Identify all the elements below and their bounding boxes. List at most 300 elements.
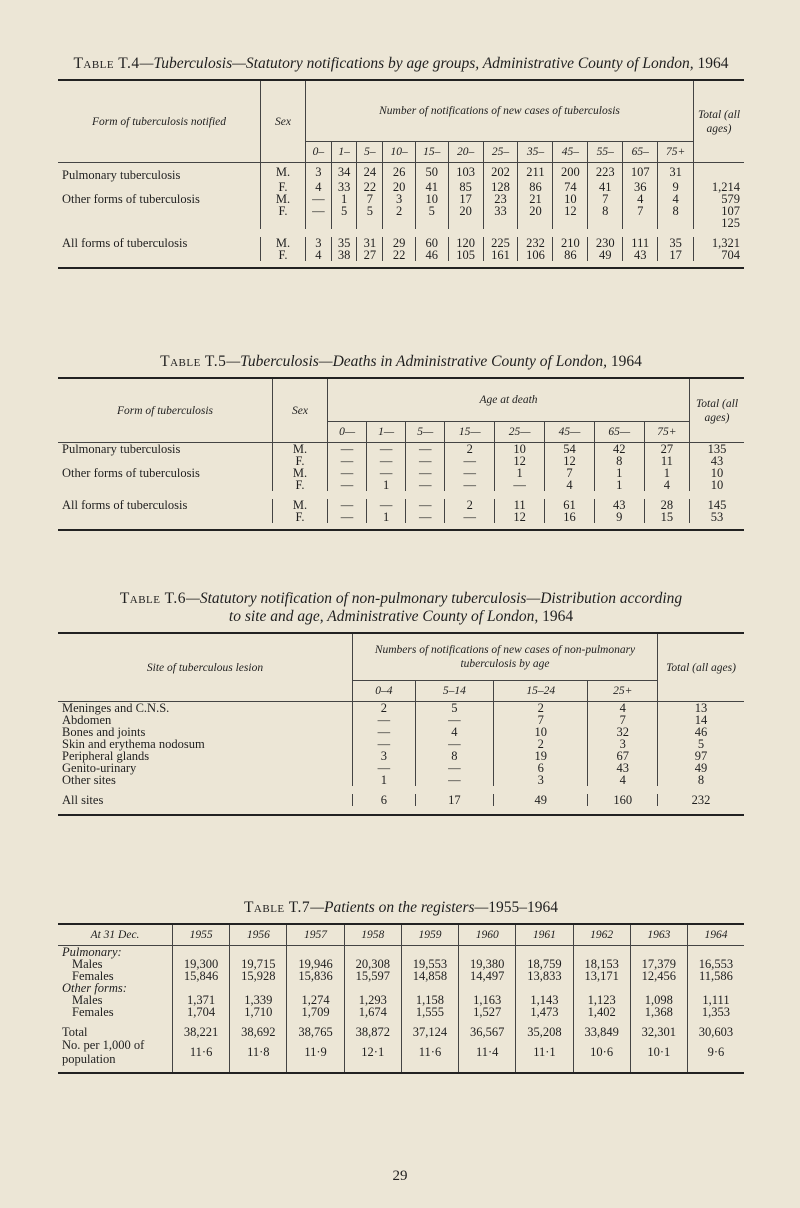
table-cell: 54	[545, 443, 595, 456]
table-cell: 1	[367, 511, 406, 523]
table-cell: 230	[588, 237, 623, 249]
table-cell: 8	[588, 205, 623, 217]
table-cell: 43	[594, 499, 644, 511]
table-cell: 120	[448, 237, 483, 249]
t6-age-header: 25+	[588, 681, 658, 702]
row-sex: M.	[261, 193, 306, 205]
table-cell: 12	[545, 455, 595, 467]
table-cell: 38,221	[173, 1026, 230, 1038]
row-sex: F.	[273, 455, 328, 467]
table-cell: 8	[415, 750, 493, 762]
table-cell: 1,527	[459, 1006, 516, 1018]
table-cell: —	[415, 774, 493, 786]
table-cell: 3	[353, 750, 416, 762]
table-cell: 1,704	[173, 1006, 230, 1018]
table-cell: 50	[415, 163, 448, 182]
table-cell: 106	[518, 249, 553, 261]
table-t7-section	[58, 898, 744, 1074]
table-t6-section	[58, 590, 744, 816]
t4-age-header: 5–	[357, 142, 383, 163]
table-cell: 10·6	[573, 1038, 630, 1066]
t5-header-total: Total (all ages)	[690, 378, 745, 443]
table-cell: 3	[306, 237, 332, 249]
table-cell: 12	[495, 511, 545, 523]
table-cell: 4	[306, 249, 332, 261]
row-label: Pulmonary tuberculosis	[62, 442, 181, 456]
t4-age-header: 10–	[383, 142, 416, 163]
table-cell: —	[406, 479, 445, 491]
table-row	[58, 970, 744, 982]
table-row	[58, 443, 744, 456]
table-cell: 1	[594, 479, 644, 491]
table-cell: 17	[448, 193, 483, 205]
row-label: All forms of tuberculosis	[62, 236, 188, 250]
table-cell: —	[328, 467, 367, 479]
table-cell: 11·1	[516, 1038, 573, 1066]
table-cell: 37,124	[401, 1026, 458, 1038]
table-cell: 200	[553, 163, 588, 182]
table-cell: 4	[415, 726, 493, 738]
table-cell: —	[306, 193, 332, 205]
table-cell: 20	[448, 205, 483, 217]
row-sex: F.	[261, 205, 306, 217]
row-label: Total	[62, 1025, 88, 1039]
table-cell: 2	[494, 702, 588, 715]
t5-age-header: 65—	[594, 422, 644, 443]
t6-age-header: 15–24	[494, 681, 588, 702]
row-label: Bones and joints	[62, 725, 146, 739]
table-cell: —	[328, 479, 367, 491]
table-cell: 12	[495, 455, 545, 467]
table-cell: 18,153	[573, 958, 630, 970]
table-cell: 29	[383, 237, 416, 249]
table-cell: 36	[623, 181, 658, 193]
table-cell: —	[353, 714, 416, 726]
table-cell: 4	[644, 479, 689, 491]
section-row	[58, 982, 744, 994]
table-cell: 20	[383, 181, 416, 193]
table-cell: 5	[415, 702, 493, 715]
table-cell: 4	[306, 181, 332, 193]
table-cell: 1,293	[344, 994, 401, 1006]
row-total: 704	[694, 249, 745, 261]
t6-header-group: Numbers of notifications of new cases of non-pulmonary tuberculosis by age	[353, 633, 658, 681]
row-sex: M.	[273, 467, 328, 479]
table-cell: 1,709	[287, 1006, 344, 1018]
table-cell: —	[445, 479, 495, 491]
table-cell: 1,710	[230, 1006, 287, 1018]
table-cell: 15,836	[287, 970, 344, 982]
t5-header-group: Age at death	[328, 378, 690, 422]
table-cell: 22	[357, 181, 383, 193]
row-total: 125	[694, 217, 745, 229]
table-cell: 1	[331, 193, 357, 205]
table-cell: 35	[658, 237, 694, 249]
row-label: Other forms of tuberculosis	[62, 192, 200, 206]
table-cell: 19,300	[173, 958, 230, 970]
table-cell: —	[367, 467, 406, 479]
table-cell: 31	[357, 237, 383, 249]
t7-year-header: 1957	[287, 924, 344, 946]
t6-header-site: Site of tuberculous lesion	[58, 633, 353, 702]
row-total: 10	[690, 479, 745, 491]
table-cell: 4	[588, 774, 658, 786]
table-cell: —	[415, 762, 493, 774]
table-cell: 1,111	[687, 994, 744, 1006]
row-total: 135	[690, 443, 745, 456]
row-sex	[261, 217, 306, 229]
row-total: 8	[658, 774, 745, 786]
row-label: Peripheral glands	[62, 749, 150, 763]
t5-age-header: 25—	[495, 422, 545, 443]
t4-age-header: 1–	[331, 142, 357, 163]
t4-age-header: 15–	[415, 142, 448, 163]
table-cell: 11·6	[173, 1038, 230, 1066]
row-label	[58, 479, 273, 491]
table-cell: 27	[357, 249, 383, 261]
row-total: 14	[658, 714, 745, 726]
table-cell	[357, 217, 383, 229]
table-cell: 1	[353, 774, 416, 786]
table-cell: 3	[306, 163, 332, 182]
table-cell: 210	[553, 237, 588, 249]
table-cell: 49	[494, 794, 588, 806]
table-cell: 7	[545, 467, 595, 479]
table-cell: 10	[494, 726, 588, 738]
table-row	[58, 994, 744, 1006]
table-t5-section	[58, 352, 744, 531]
table-cell: —	[328, 455, 367, 467]
table-cell: 38,765	[287, 1026, 344, 1038]
table-cell: 15	[644, 511, 689, 523]
table-cell: 11	[495, 499, 545, 511]
table-cell: —	[328, 443, 367, 456]
table-cell: 41	[588, 181, 623, 193]
row-label: All sites	[62, 793, 104, 807]
table-row	[58, 1038, 744, 1066]
table-cell: —	[445, 467, 495, 479]
table-cell	[658, 217, 694, 229]
table-cell: —	[367, 499, 406, 511]
table-cell: 43	[588, 762, 658, 774]
table-cell: 22	[383, 249, 416, 261]
table-cell: 1,555	[401, 1006, 458, 1018]
row-total: 579	[694, 193, 745, 205]
table-cell	[448, 217, 483, 229]
table-cell: 1,163	[459, 994, 516, 1006]
table-row	[58, 205, 744, 217]
row-total: 5	[658, 738, 745, 750]
row-total: 1,214	[694, 181, 745, 193]
table-cell: 11·6	[401, 1038, 458, 1066]
row-label	[58, 217, 261, 229]
table-cell: 8	[658, 205, 694, 217]
table-cell: 26	[383, 163, 416, 182]
table-cell: 33,849	[573, 1026, 630, 1038]
table-cell: 61	[545, 499, 595, 511]
table-cell: —	[367, 455, 406, 467]
row-sex: F.	[273, 511, 328, 523]
table-row	[58, 702, 744, 715]
table-cell: 232	[518, 237, 553, 249]
table-cell: 7	[357, 193, 383, 205]
table-cell: —	[367, 443, 406, 456]
table-cell: 5	[357, 205, 383, 217]
table-cell: 12	[553, 205, 588, 217]
table-cell	[588, 217, 623, 229]
table-cell: 14,497	[459, 970, 516, 982]
table-cell: 46	[415, 249, 448, 261]
table-t6-caption: Table T.6—Statutory notification of non-pulmonary tuberculosis—Distribution according to site and age, Administrative County of London, 1964	[119, 590, 683, 625]
table-cell: 128	[483, 181, 518, 193]
table-t7-caption: Table T.7—Patients on the registers—1955–1964	[243, 899, 559, 916]
table-cell: —	[495, 479, 545, 491]
table-cell: 19,715	[230, 958, 287, 970]
t6-age-header: 5–14	[415, 681, 493, 702]
table-cell: 3	[588, 738, 658, 750]
t7-year-header: 1955	[173, 924, 230, 946]
table-cell: 20	[518, 205, 553, 217]
table-cell: 1	[594, 467, 644, 479]
table-cell: 20,308	[344, 958, 401, 970]
t7-year-header: 1961	[516, 924, 573, 946]
table-cell: 15,597	[344, 970, 401, 982]
table-cell: 5	[331, 205, 357, 217]
table-cell: 1	[495, 467, 545, 479]
table-cell: 23	[483, 193, 518, 205]
row-label	[58, 205, 261, 217]
row-label: Pulmonary tuberculosis	[62, 168, 181, 182]
table-cell: 17,379	[630, 958, 687, 970]
t7-year-header: 1964	[687, 924, 744, 946]
table-cell: 15,928	[230, 970, 287, 982]
table-row	[58, 714, 744, 726]
table-cell: 3	[383, 193, 416, 205]
table-cell	[518, 217, 553, 229]
table-cell: 33	[483, 205, 518, 217]
table-cell: —	[406, 443, 445, 456]
section-label: Pulmonary:	[62, 945, 122, 959]
row-label: All forms of tuberculosis	[62, 498, 188, 512]
table-cell: —	[415, 714, 493, 726]
table-cell: 27	[644, 443, 689, 456]
table-cell: 13,171	[573, 970, 630, 982]
row-sex: M.	[273, 443, 328, 456]
row-label	[58, 511, 273, 523]
table-row	[58, 774, 744, 786]
t4-age-header: 55–	[588, 142, 623, 163]
table-cell: 10	[553, 193, 588, 205]
table-cell: 30,603	[687, 1026, 744, 1038]
t5-age-header: 75+	[644, 422, 689, 443]
table-cell: 13,833	[516, 970, 573, 982]
table-cell	[553, 217, 588, 229]
table-cell: 1,274	[287, 994, 344, 1006]
row-total: 145	[690, 499, 745, 511]
t4-header-form: Form of tuberculosis notified	[58, 80, 261, 163]
t4-age-header: 35–	[518, 142, 553, 163]
table-cell: 8	[594, 455, 644, 467]
table-cell: 16,553	[687, 958, 744, 970]
table-row	[58, 499, 744, 511]
table-cell	[623, 217, 658, 229]
t5-age-header: 0—	[328, 422, 367, 443]
row-total: 13	[658, 702, 745, 715]
table-cell: 1,371	[173, 994, 230, 1006]
row-total: 43	[690, 455, 745, 467]
table-cell: 1,674	[344, 1006, 401, 1018]
table-cell: 2	[383, 205, 416, 217]
table-cell: 11·8	[230, 1038, 287, 1066]
table-cell: —	[406, 499, 445, 511]
table-cell: 28	[644, 499, 689, 511]
t5-age-header: 45—	[545, 422, 595, 443]
table-cell: 21	[518, 193, 553, 205]
table-cell: 35	[331, 237, 357, 249]
table-cell: —	[406, 455, 445, 467]
table-cell: 103	[448, 163, 483, 182]
table-cell: 1,353	[687, 1006, 744, 1018]
table-cell: 60	[415, 237, 448, 249]
table-cell: 7	[588, 714, 658, 726]
table-cell: 6	[353, 794, 416, 806]
table-cell: 107	[623, 163, 658, 182]
table-row	[58, 738, 744, 750]
row-label: Other sites	[62, 773, 116, 787]
t6-age-header: 0–4	[353, 681, 416, 702]
row-sex: M.	[261, 237, 306, 249]
table-cell: 1,123	[573, 994, 630, 1006]
t7-year-header: 1963	[630, 924, 687, 946]
table-cell: —	[445, 455, 495, 467]
t4-header-group: Number of notifications of new cases of tuberculosis	[306, 80, 694, 142]
row-total	[694, 163, 745, 182]
table-row	[58, 479, 744, 491]
table-row	[58, 794, 744, 806]
table-cell: 1,339	[230, 994, 287, 1006]
row-total: 97	[658, 750, 745, 762]
table-cell: 7	[494, 714, 588, 726]
table-cell: 34	[331, 163, 357, 182]
table-cell: 1	[644, 467, 689, 479]
section-label: Other forms:	[62, 981, 127, 995]
table-cell	[383, 217, 416, 229]
table-cell: 18,759	[516, 958, 573, 970]
table-cell: 74	[553, 181, 588, 193]
row-total: 46	[658, 726, 745, 738]
t7-header-at: At 31 Dec.	[58, 924, 173, 946]
table-cell: 19,946	[287, 958, 344, 970]
row-total: 49	[658, 762, 745, 774]
table-cell: 161	[483, 249, 518, 261]
row-total: 1,321	[694, 237, 745, 249]
table-cell: 14,858	[401, 970, 458, 982]
t4-header-total: Total (all ages)	[694, 80, 745, 163]
table-cell: 4	[545, 479, 595, 491]
table-cell: 1,473	[516, 1006, 573, 1018]
table-cell: 7	[623, 205, 658, 217]
row-label: Females	[72, 969, 114, 983]
t5-header-sex: Sex	[273, 378, 328, 443]
table-cell: 11·9	[287, 1038, 344, 1066]
table-cell: 67	[588, 750, 658, 762]
table-cell: 2	[494, 738, 588, 750]
t5-age-header: 5—	[406, 422, 445, 443]
table-cell: 36,567	[459, 1026, 516, 1038]
t5-age-header: 1—	[367, 422, 406, 443]
table-cell: 38	[331, 249, 357, 261]
table-cell: 1,158	[401, 994, 458, 1006]
row-sex: M.	[261, 163, 306, 182]
table-t5-caption: Table T.5—Tuberculosis—Deaths in Administrative County of London, 1964	[160, 353, 642, 370]
table-row	[58, 511, 744, 523]
row-total: 107	[694, 205, 745, 217]
t7-year-header: 1956	[230, 924, 287, 946]
table-cell: 35,208	[516, 1026, 573, 1038]
table-cell: 2	[353, 702, 416, 715]
t7-year-header: 1960	[459, 924, 516, 946]
table-row	[58, 750, 744, 762]
t4-age-header: 20–	[448, 142, 483, 163]
t4-age-header: 0–	[306, 142, 332, 163]
row-label: Meninges and C.N.S.	[62, 701, 170, 715]
table-cell: 105	[448, 249, 483, 261]
table-row	[58, 217, 744, 229]
table-t7	[58, 923, 744, 1074]
table-cell: 24	[357, 163, 383, 182]
table-cell: 16	[545, 511, 595, 523]
table-row	[58, 1006, 744, 1018]
table-cell: 3	[494, 774, 588, 786]
table-cell: 33	[331, 181, 357, 193]
table-cell: —	[353, 738, 416, 750]
t4-age-header: 25–	[483, 142, 518, 163]
table-cell: 9	[658, 181, 694, 193]
table-cell: 4	[623, 193, 658, 205]
table-cell: 12·1	[344, 1038, 401, 1066]
table-cell: —	[406, 467, 445, 479]
table-cell: 4	[658, 193, 694, 205]
table-cell: 223	[588, 163, 623, 182]
table-cell: 15,846	[173, 970, 230, 982]
table-t5	[58, 377, 744, 531]
table-cell	[331, 217, 357, 229]
table-cell: 5	[415, 205, 448, 217]
table-t4-section	[58, 54, 744, 269]
table-cell: 1	[367, 479, 406, 491]
t7-year-header: 1958	[344, 924, 401, 946]
table-cell: 19	[494, 750, 588, 762]
table-cell: 41	[415, 181, 448, 193]
table-cell: 11,586	[687, 970, 744, 982]
table-cell: 111	[623, 237, 658, 249]
page-number: 29	[392, 1168, 408, 1184]
table-cell: 86	[518, 181, 553, 193]
table-cell: 11·4	[459, 1038, 516, 1066]
table-cell: 38,872	[344, 1026, 401, 1038]
table-cell: —	[415, 738, 493, 750]
t4-age-header: 75+	[658, 142, 694, 163]
table-cell: 10	[495, 443, 545, 456]
row-label: Males	[72, 957, 103, 971]
table-cell: 17	[415, 794, 493, 806]
row-total: 232	[658, 794, 745, 806]
table-cell: 10	[415, 193, 448, 205]
table-cell: 1,402	[573, 1006, 630, 1018]
table-cell: 38,692	[230, 1026, 287, 1038]
table-cell: 32,301	[630, 1026, 687, 1038]
table-cell: 7	[588, 193, 623, 205]
